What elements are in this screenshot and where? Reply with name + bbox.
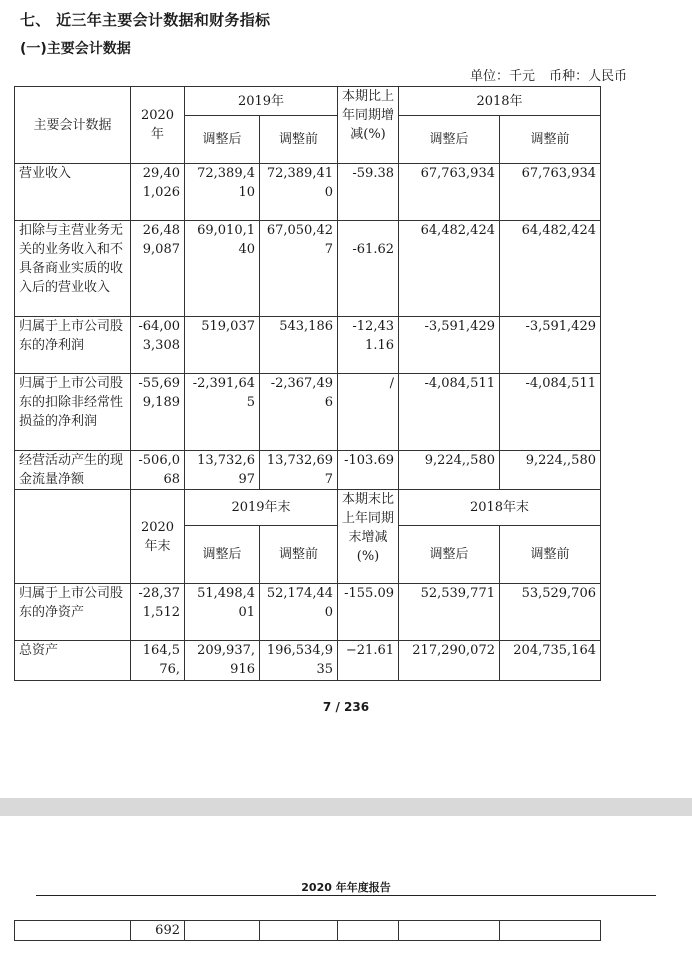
header2-2018: 2018年末	[399, 490, 601, 526]
cell-change: -155.09	[338, 584, 399, 641]
cell-2019-before: -2,367,496	[260, 374, 338, 451]
cell-2018-before: 9,224,,580	[500, 451, 601, 490]
header-2019: 2019年	[185, 87, 338, 116]
cell-2018-after: 9,224,,580	[399, 451, 500, 490]
row-label: 归属于上市公司股东的净资产	[15, 584, 131, 641]
cell-value: 692	[131, 921, 185, 941]
sub-title: (一)主要会计数据	[20, 41, 131, 57]
cell-2020: 29,401,026	[131, 164, 185, 221]
cell-change: -59.38	[338, 164, 399, 221]
unit-label: 单位：千元	[470, 69, 536, 84]
cell-2020: 26,489,087	[131, 221, 185, 317]
cell-2018-before: 67,763,934	[500, 164, 601, 221]
cell-empty	[185, 921, 260, 941]
cell-2020: -64,003,308	[131, 317, 185, 374]
row-label: 营业收入	[15, 164, 131, 221]
header-2019-adjusted-after: 调整后	[185, 116, 260, 164]
table-row	[15, 317, 601, 374]
table-row	[15, 584, 601, 641]
row-label: 归属于上市公司股东的扣除非经常性损益的净利润	[15, 374, 131, 451]
cell-2019-before: 72,389,410	[260, 164, 338, 221]
header-rule	[36, 895, 656, 896]
header-col-label: 主要会计数据	[15, 87, 131, 164]
cell-2019-after: 209,937,916	[185, 641, 260, 681]
cell-2019-before: 196,534,935	[260, 641, 338, 681]
header2-2019: 2019年末	[185, 490, 338, 526]
header2-2019-adjusted-before: 调整前	[260, 526, 338, 584]
cell-empty	[338, 921, 399, 941]
header2-2018-adjusted-before: 调整前	[500, 526, 601, 584]
cell-2018-before: -4,084,511	[500, 374, 601, 451]
cell-2019-before: 67,050,427	[260, 221, 338, 317]
cell-change: -12,431.16	[338, 317, 399, 374]
report-header-title: 2020 年年度报告	[301, 881, 391, 894]
cell-2018-after: 67,763,934	[399, 164, 500, 221]
row-label: 扣除与主营业务无关的业务收入和不具备商业实质的收入后的营业收入	[15, 221, 131, 317]
cell-2018-after: 217,290,072	[399, 641, 500, 681]
cell-2020: -506,068	[131, 451, 185, 490]
cell-2020: 164,576,	[131, 641, 185, 681]
row-label: 经营活动产生的现金流量净额	[15, 451, 131, 490]
page-number: 7 / 236	[322, 700, 370, 714]
table-row	[15, 641, 601, 681]
cell-2019-after: 69,010,140	[185, 221, 260, 317]
section-title: 七、 近三年主要会计数据和财务指标	[20, 11, 271, 29]
cell-2018-before: 53,529,706	[500, 584, 601, 641]
cell-2019-after: 72,389,410	[185, 164, 260, 221]
header-2018: 2018年	[399, 87, 601, 116]
cell-change: -103.69	[338, 451, 399, 490]
table-row	[15, 921, 601, 941]
row-label: 总资产	[15, 641, 131, 681]
table-row	[15, 221, 601, 317]
cell-2019-before: 52,174,440	[260, 584, 338, 641]
currency-label: 币种：人民币	[549, 69, 628, 84]
header2-2020: 2020年末	[131, 490, 185, 584]
table-row	[15, 164, 601, 221]
cell-2018-after: 52,539,771	[399, 584, 500, 641]
cell-2018-after: 64,482,424	[399, 221, 500, 317]
cell-change: -61.62	[338, 221, 399, 317]
cell-2018-after: -4,084,511	[399, 374, 500, 451]
cell-empty	[15, 921, 131, 941]
cell-empty	[399, 921, 500, 941]
row-label: 归属于上市公司股东的净利润	[15, 317, 131, 374]
header-2019-adjusted-before: 调整前	[260, 116, 338, 164]
cell-2018-before: -3,591,429	[500, 317, 601, 374]
table-row	[15, 374, 601, 451]
cell-2019-after: 519,037	[185, 317, 260, 374]
cell-2019-after: 13,732,697	[185, 451, 260, 490]
header-2020: 2020年	[131, 87, 185, 164]
cell-2019-before: 13,732,697	[260, 451, 338, 490]
cell-2020: -28,371,512	[131, 584, 185, 641]
cell-empty	[500, 921, 601, 941]
header2-change: 本期末比上年同期末增减(%)	[338, 490, 399, 584]
continued-table	[14, 920, 601, 941]
cell-2020: -55,699,189	[131, 374, 185, 451]
main-accounting-data-table	[14, 86, 601, 681]
cell-change: /	[338, 374, 399, 451]
cell-2018-before: 204,735,164	[500, 641, 601, 681]
header2-2018-adjusted-after: 调整后	[399, 526, 500, 584]
header2-2019-adjusted-after: 调整后	[185, 526, 260, 584]
cell-2019-after: -2,391,645	[185, 374, 260, 451]
header-2018-adjusted-after: 调整后	[399, 116, 500, 164]
header-2018-adjusted-before: 调整前	[500, 116, 601, 164]
cell-2018-after: -3,591,429	[399, 317, 500, 374]
page-separator	[0, 798, 692, 816]
cell-change: −21.61	[338, 641, 399, 681]
cell-2019-after: 51,498,401	[185, 584, 260, 641]
cell-2018-before: 64,482,424	[500, 221, 601, 317]
header-change: 本期比上年同期增减(%)	[338, 87, 399, 164]
cell-2019-before: 543,186	[260, 317, 338, 374]
cell-empty	[260, 921, 338, 941]
header2-empty	[15, 490, 131, 584]
table-row	[15, 451, 601, 490]
unit-line	[470, 65, 627, 84]
